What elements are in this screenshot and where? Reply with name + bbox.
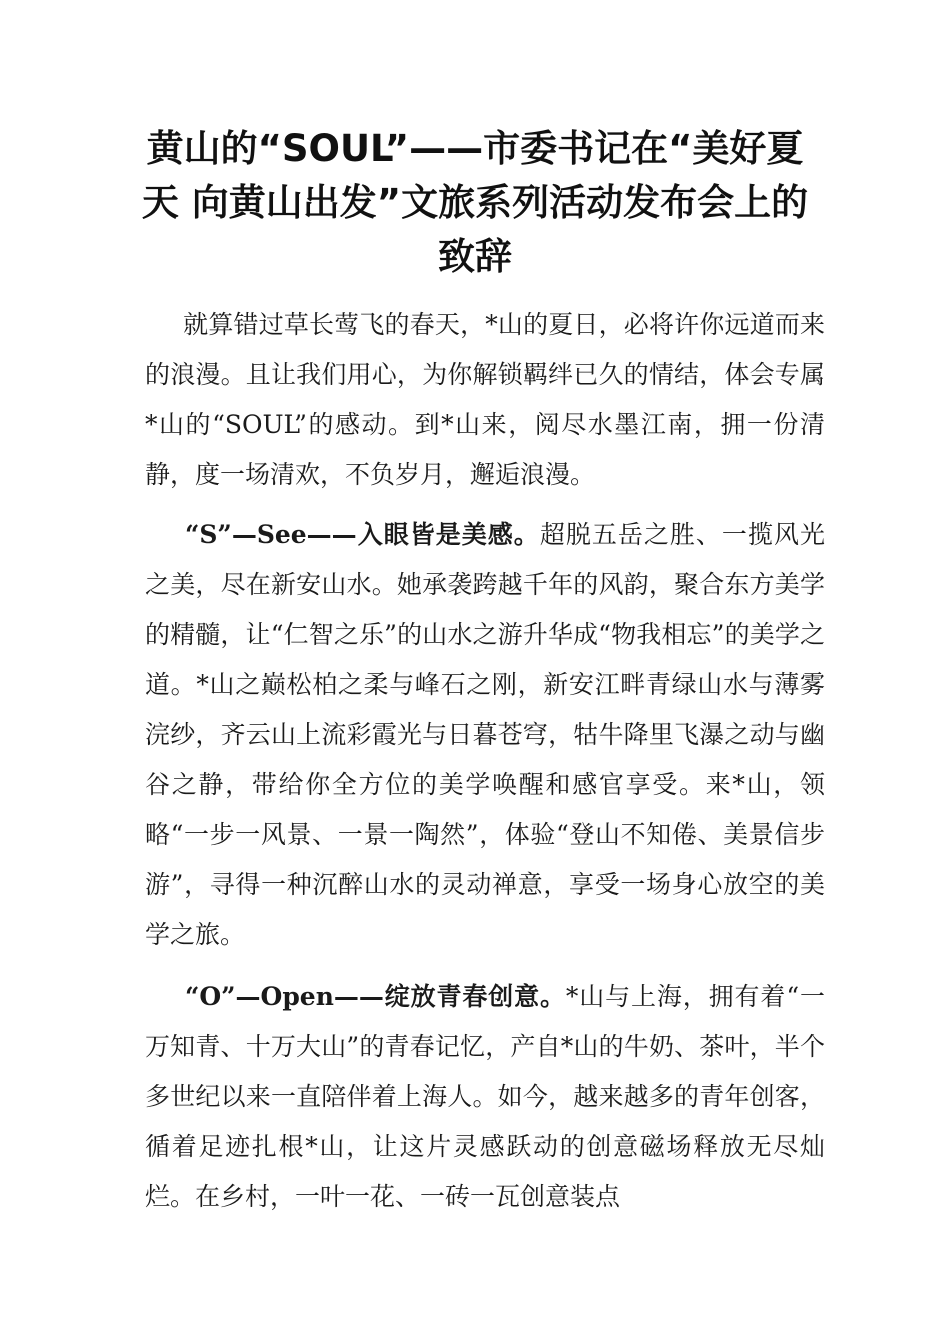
- paragraph-see-text: 超脱五岳之胜、一揽风光之美，尽在新安山水。她承袭跨越千年的风韵，聚合东方美学的精髓，让“仁智之乐”的山水之游升华成“物我相忘”的美学之道。*山之巅松柏之柔与峰石之刚，新安江畔青绿山水与薄雾浣纱，齐云山上流彩霞光与日暮苍穹，牯牛降里飞瀑之动与幽谷之静，带给你全方位的美学唤醒和感官享受。来*山，领略“一步一风景、一景一陶然”，体验“登山不知倦、美景信步游”，寻得一种沉醉山水的灵动禅意，享受一场身心放空的美学之旅。: [145, 520, 825, 949]
- paragraph-see: [145, 510, 825, 960]
- paragraph-open-text: *山与上海，拥有着“一万知青、十万大山”的青春记忆，产自*山的牛奶、茶叶，半个多世纪以来一直陪伴着上海人。如今，越来越多的青年创客，循着足迹扎根*山，让这片灵感跃动的创意磁场释放无尽灿烂。在乡村，一叶一花、一砖一瓦创意装点: [145, 982, 825, 1211]
- paragraph-open: [145, 972, 825, 1222]
- paragraph-intro: [145, 300, 825, 500]
- paragraph-intro-text: 就算错过草长莺飞的春天，*山的夏日，必将许你远道而来的浪漫。且让我们用心，为你解锁羁绊已久的情结，体会专属*山的“SOUL”的感动。到*山来，阅尽水墨江南，拥一份清静，度一场清欢，不负岁月，邂逅浪漫。: [145, 310, 825, 489]
- paragraph-see-heading: “S”—See——入眼皆是美感。: [185, 520, 540, 549]
- paragraph-open-heading: “O”—Open——绽放青春创意。: [185, 982, 566, 1011]
- document-title: 黄山的“SOUL”——市委书记在“美好夏天 向黄山出发”文旅系列活动发布会上的致辞: [141, 127, 809, 278]
